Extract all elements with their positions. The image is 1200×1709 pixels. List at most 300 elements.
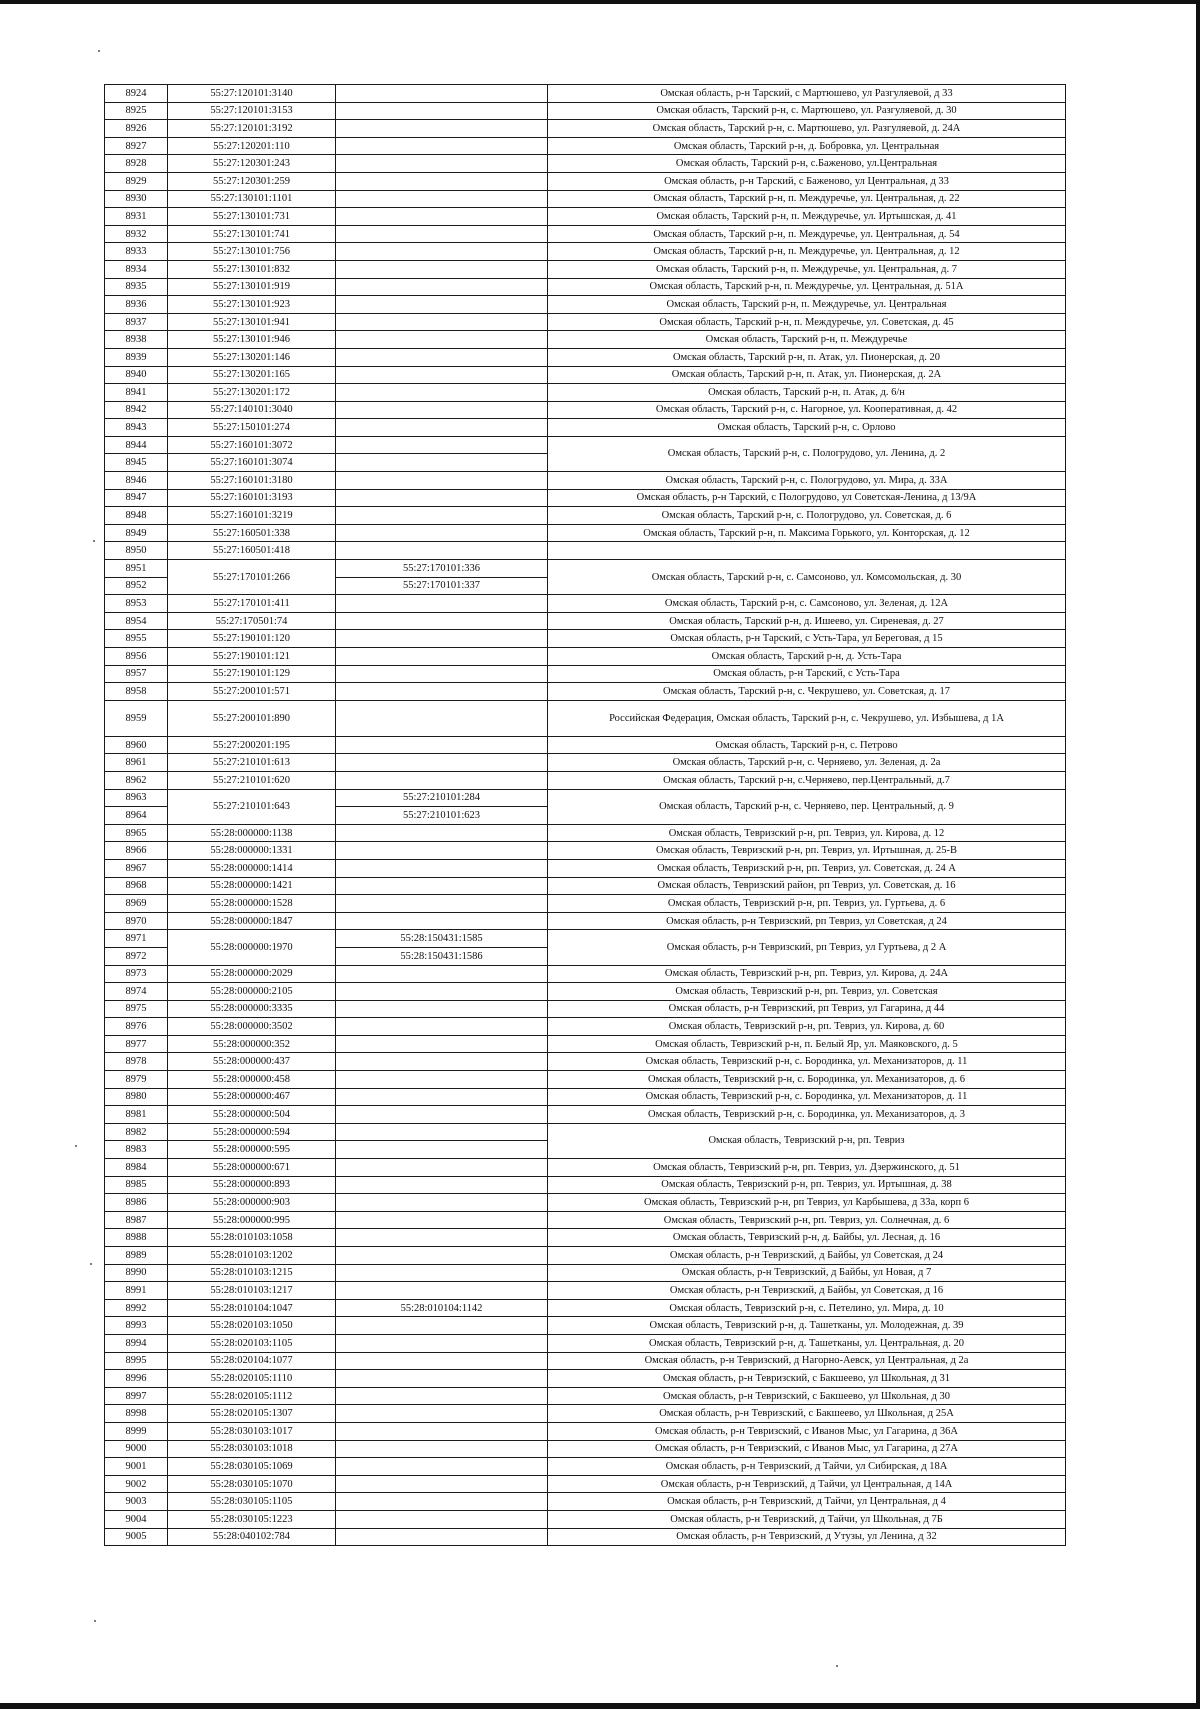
cadastral-number: 55:27:210101:620: [168, 771, 336, 789]
object-address: Омская область, Тарский р-н, с. Петрово: [548, 736, 1066, 754]
object-address: Омская область, Тевризский р-н, рп. Тевриз, ул. Кирова, д. 24А: [548, 965, 1066, 983]
table-row: [105, 859, 1066, 877]
cadastral-number: 55:28:020104:1077: [168, 1352, 336, 1370]
object-address: Омская область, Тарский р-н, с. Пологрудово, ул. Мира, д. 33А: [548, 472, 1066, 490]
table-row: [105, 1088, 1066, 1106]
table-row: [105, 102, 1066, 120]
row-number: 8978: [105, 1053, 168, 1071]
table-row: [105, 243, 1066, 261]
cadastral-number: 55:27:160101:3072: [168, 436, 336, 454]
row-number: 8997: [105, 1387, 168, 1405]
cadastral-number: 55:27:150101:274: [168, 419, 336, 437]
row-number: 8930: [105, 190, 168, 208]
included-cadastral-number: [336, 1247, 548, 1265]
included-cadastral-number: [336, 1035, 548, 1053]
object-address: Омская область, Тевризский р-н, д. Байбы, ул. Лесная, д. 16: [548, 1229, 1066, 1247]
cadastral-number: 55:27:160101:3193: [168, 489, 336, 507]
object-address: Омская область, Тевризский р-н, п. Белый Яр, ул. Маяковского, д. 5: [548, 1035, 1066, 1053]
table-row: [105, 1528, 1066, 1546]
cadastral-number: 55:28:010103:1058: [168, 1229, 336, 1247]
table-row: [105, 331, 1066, 349]
row-number: 8953: [105, 595, 168, 613]
cadastral-number: 55:28:000000:467: [168, 1088, 336, 1106]
included-cadastral-number: [336, 1176, 548, 1194]
row-number: 8985: [105, 1176, 168, 1194]
table-row: [105, 137, 1066, 155]
table-row: [105, 648, 1066, 666]
cadastral-number: 55:27:160501:418: [168, 542, 336, 560]
row-number: 8940: [105, 366, 168, 384]
included-cadastral-number: [336, 260, 548, 278]
included-cadastral-number: [336, 965, 548, 983]
object-address: Омская область, Тарский р-н, с.Баженово, ул.Центральная: [548, 155, 1066, 173]
included-cadastral-number: 55:28:010104:1142: [336, 1299, 548, 1317]
cadastral-number: 55:27:120101:3153: [168, 102, 336, 120]
included-cadastral-number: [336, 1264, 548, 1282]
cadastral-number: 55:28:020103:1050: [168, 1317, 336, 1335]
cadastral-number: 55:28:030105:1070: [168, 1475, 336, 1493]
cadastral-number: 55:27:200101:571: [168, 683, 336, 701]
cadastral-number: 55:27:170101:266: [168, 560, 336, 595]
table-row: [105, 1352, 1066, 1370]
included-cadastral-number: [336, 1440, 548, 1458]
row-number: 8958: [105, 683, 168, 701]
object-address: Омская область, Тарский р-н, с. Самсоново, ул. Комсомольская, д. 30: [548, 560, 1066, 595]
object-address: Омская область, Тарский р-н, д. Усть-Тара: [548, 648, 1066, 666]
cadastral-number: 55:27:120201:110: [168, 137, 336, 155]
included-cadastral-number: [336, 859, 548, 877]
table-row: [105, 278, 1066, 296]
included-cadastral-number: [336, 824, 548, 842]
included-cadastral-number: [336, 155, 548, 173]
included-cadastral-number: [336, 983, 548, 1001]
included-cadastral-number: [336, 648, 548, 666]
row-number: 8946: [105, 472, 168, 490]
cadastral-number: 55:27:200101:890: [168, 700, 336, 736]
table-row: [105, 384, 1066, 402]
object-address: Омская область, Тевризский р-н, д. Ташетканы, ул. Центральная, д. 20: [548, 1334, 1066, 1352]
table-row: [105, 348, 1066, 366]
row-number: 8947: [105, 489, 168, 507]
object-address: Омская область, р-н Тевризский, с Иванов Мыс, ул Гагарина, д 27А: [548, 1440, 1066, 1458]
row-number: 8954: [105, 612, 168, 630]
cadastral-number: 55:27:120101:3192: [168, 120, 336, 138]
cadastral-number: 55:28:000000:995: [168, 1211, 336, 1229]
row-number: 8968: [105, 877, 168, 895]
object-address: Омская область, р-н Тевризский, д Тайчи, ул Центральная, д 14А: [548, 1475, 1066, 1493]
table-row: [105, 1106, 1066, 1124]
included-cadastral-number: [336, 736, 548, 754]
table-row: [105, 736, 1066, 754]
row-number: 9004: [105, 1510, 168, 1528]
object-address: Омская область, р-н Тарский, с Баженово, ул Центральная, д 33: [548, 172, 1066, 190]
row-number: 8967: [105, 859, 168, 877]
object-address: Омская область, р-н Тевризский, рп Тевриз, ул Гагарина, д 44: [548, 1000, 1066, 1018]
object-address: Омская область, Тарский р-н, с.Черняево, пер.Центральный, д.7: [548, 771, 1066, 789]
table-row: [105, 1159, 1066, 1177]
cadastral-number: 55:28:020105:1110: [168, 1370, 336, 1388]
included-cadastral-number: [336, 1071, 548, 1089]
row-number: 8962: [105, 771, 168, 789]
cadastral-number: 55:28:000000:595: [168, 1141, 336, 1159]
table-row: [105, 683, 1066, 701]
included-cadastral-number: [336, 1458, 548, 1476]
row-number: 8999: [105, 1422, 168, 1440]
table-row: [105, 842, 1066, 860]
row-number: 8936: [105, 296, 168, 314]
scan-speck: [836, 1665, 838, 1667]
object-address: Омская область, р-н Тевризский, с Бакшеево, ул Школьная, д 31: [548, 1370, 1066, 1388]
object-address: Омская область, Тарский р-н, п. Междуречье, ул. Иртышская, д. 41: [548, 208, 1066, 226]
included-cadastral-number: [336, 542, 548, 560]
object-address: Омская область, Тевризский р-н, с. Петелино, ул. Мира, д. 10: [548, 1299, 1066, 1317]
object-address: Омская область, Тарский р-н, п. Междуречье, ул. Советская, д. 45: [548, 313, 1066, 331]
cadastral-number: 55:27:130201:146: [168, 348, 336, 366]
object-address: Омская область, Тарский р-н, с. Орлово: [548, 419, 1066, 437]
table-row: [105, 1035, 1066, 1053]
table-row: [105, 366, 1066, 384]
object-address: Омская область, Тарский р-н, с. Нагорное, ул. Кооперативная, д. 42: [548, 401, 1066, 419]
row-number: 9001: [105, 1458, 168, 1476]
object-address: Омская область, Тарский р-н, д. Бобровка, ул. Центральная: [548, 137, 1066, 155]
cadastral-number: 55:27:210101:643: [168, 789, 336, 824]
row-number: 8980: [105, 1088, 168, 1106]
object-address: Омская область, Тарский р-н, д. Ишеево, ул. Сиреневая, д. 27: [548, 612, 1066, 630]
row-number: 8966: [105, 842, 168, 860]
table-row: [105, 754, 1066, 772]
included-cadastral-number: 55:27:210101:623: [336, 807, 548, 825]
cadastral-number: 55:28:020103:1105: [168, 1334, 336, 1352]
row-number: 8984: [105, 1159, 168, 1177]
object-address: Омская область, Тарский р-н, п. Междуречье, ул. Центральная, д. 22: [548, 190, 1066, 208]
included-cadastral-number: [336, 1123, 548, 1141]
included-cadastral-number: [336, 331, 548, 349]
row-number: 8998: [105, 1405, 168, 1423]
cadastral-number: 55:28:000000:437: [168, 1053, 336, 1071]
table-row: [105, 595, 1066, 613]
included-cadastral-number: [336, 1334, 548, 1352]
cadastral-number: 55:27:200201:195: [168, 736, 336, 754]
cadastral-number: 55:28:000000:1138: [168, 824, 336, 842]
row-number: 8951: [105, 560, 168, 578]
included-cadastral-number: [336, 1370, 548, 1388]
object-address: Омская область, Тевризский район, рп Тевриз, ул. Советская, д. 16: [548, 877, 1066, 895]
included-cadastral-number: [336, 1422, 548, 1440]
object-address: Омская область, Тевризский р-н, с. Бородинка, ул. Механизаторов, д. 3: [548, 1106, 1066, 1124]
row-number: 8945: [105, 454, 168, 472]
row-number: 8976: [105, 1018, 168, 1036]
object-address: Омская область, р-н Тевризский, д Тайчи, ул Центральная, д 4: [548, 1493, 1066, 1511]
table-row: [105, 1387, 1066, 1405]
row-number: 8938: [105, 331, 168, 349]
object-address: Омская область, Тевризский р-н, с. Бородинка, ул. Механизаторов, д. 11: [548, 1088, 1066, 1106]
table-row: [105, 1071, 1066, 1089]
included-cadastral-number: 55:27:170101:336: [336, 560, 548, 578]
table-row: [105, 665, 1066, 683]
object-address: Омская область, Тевризский р-н, с. Бородинка, ул. Механизаторов, д. 6: [548, 1071, 1066, 1089]
table-row: [105, 419, 1066, 437]
object-address: Омская область, р-н Тарский, с Усть-Тара, ул Береговая, д 15: [548, 630, 1066, 648]
row-number: 8926: [105, 120, 168, 138]
table-row: [105, 472, 1066, 490]
object-address: Омская область, Тевризский р-н, рп. Тевриз, ул. Советская, д. 24 А: [548, 859, 1066, 877]
table-row: [105, 930, 1066, 948]
table-row: [105, 313, 1066, 331]
included-cadastral-number: [336, 313, 548, 331]
object-address: Омская область, Тевризский р-н, д. Ташетканы, ул. Молодежная, д. 39: [548, 1317, 1066, 1335]
table-row: [105, 789, 1066, 807]
cadastral-number: 55:27:130101:941: [168, 313, 336, 331]
included-cadastral-number: [336, 190, 548, 208]
scan-speck: [94, 1620, 96, 1622]
included-cadastral-number: [336, 243, 548, 261]
included-cadastral-number: [336, 348, 548, 366]
row-number: 8992: [105, 1299, 168, 1317]
included-cadastral-number: [336, 842, 548, 860]
included-cadastral-number: [336, 683, 548, 701]
table-row: [105, 1053, 1066, 1071]
row-number: 8994: [105, 1334, 168, 1352]
row-number: 8983: [105, 1141, 168, 1159]
table-row: [105, 700, 1066, 736]
table-row: [105, 612, 1066, 630]
object-address: Омская область, р-н Тевризский, д Тайчи, ул Сибирская, д 18А: [548, 1458, 1066, 1476]
cadastral-number: 55:27:130101:946: [168, 331, 336, 349]
table-row: [105, 1317, 1066, 1335]
cadastral-number: 55:28:000000:1970: [168, 930, 336, 965]
row-number: 8955: [105, 630, 168, 648]
row-number: 8935: [105, 278, 168, 296]
row-number: 8943: [105, 419, 168, 437]
included-cadastral-number: [336, 102, 548, 120]
object-address: Омская область, Тарский р-н, п. Атак, д. 6/н: [548, 384, 1066, 402]
included-cadastral-number: [336, 524, 548, 542]
cadastral-number: 55:27:130201:172: [168, 384, 336, 402]
object-address: Омская область, Тевризский р-н, рп. Тевриз, ул. Кирова, д. 60: [548, 1018, 1066, 1036]
object-address: Омская область, р-н Тевризский, д Байбы, ул Советская, д 16: [548, 1282, 1066, 1300]
object-address: Омская область, р-н Тевризский, с Бакшеево, ул Школьная, д 25А: [548, 1405, 1066, 1423]
row-number: 8961: [105, 754, 168, 772]
cadastral-number: 55:27:160101:3074: [168, 454, 336, 472]
object-address: Омская область, р-н Тарский, с Усть-Тара: [548, 665, 1066, 683]
row-number: 8949: [105, 524, 168, 542]
cadastral-number: 55:28:010103:1217: [168, 1282, 336, 1300]
included-cadastral-number: [336, 1475, 548, 1493]
table-row: [105, 895, 1066, 913]
object-address: Омская область, Тарский р-н, с. Мартюшево, ул. Разгуляевой, д. 30: [548, 102, 1066, 120]
table-row: [105, 1264, 1066, 1282]
included-cadastral-number: [336, 384, 548, 402]
included-cadastral-number: [336, 472, 548, 490]
row-number: 8950: [105, 542, 168, 560]
object-address: Омская область, Тарский р-н, с. Чекрушево, ул. Советская, д. 17: [548, 683, 1066, 701]
table-row: [105, 1229, 1066, 1247]
cadastral-registry-table: [104, 84, 1066, 1546]
table-row: [105, 1000, 1066, 1018]
cadastral-number: 55:27:130201:165: [168, 366, 336, 384]
row-number: 8925: [105, 102, 168, 120]
row-number: 8972: [105, 947, 168, 965]
table-row: [105, 190, 1066, 208]
cadastral-number: 55:27:190101:129: [168, 665, 336, 683]
included-cadastral-number: [336, 137, 548, 155]
table-row: [105, 824, 1066, 842]
object-address: Омская область, Тевризский р-н, рп. Тевриз, ул. Гуртьева, д. 6: [548, 895, 1066, 913]
cadastral-number: 55:28:000000:1414: [168, 859, 336, 877]
cadastral-number: 55:28:000000:458: [168, 1071, 336, 1089]
table-row: [105, 771, 1066, 789]
included-cadastral-number: [336, 436, 548, 454]
object-address: Омская область, Тевризский р-н, рп. Тевриз, ул. Кирова, д. 12: [548, 824, 1066, 842]
table-row: [105, 1194, 1066, 1212]
table-row: [105, 85, 1066, 103]
included-cadastral-number: [336, 1229, 548, 1247]
row-number: 8990: [105, 1264, 168, 1282]
cadastral-number: 55:28:000000:671: [168, 1159, 336, 1177]
cadastral-number: 55:28:020105:1307: [168, 1405, 336, 1423]
table-row: [105, 1176, 1066, 1194]
row-number: 8939: [105, 348, 168, 366]
table-row: [105, 1370, 1066, 1388]
included-cadastral-number: [336, 1282, 548, 1300]
object-address: Омская область, Тарский р-н, с. Черняево, пер. Центральный, д. 9: [548, 789, 1066, 824]
table-row: [105, 172, 1066, 190]
included-cadastral-number: [336, 1352, 548, 1370]
table-row: [105, 225, 1066, 243]
cadastral-number: 55:28:030103:1018: [168, 1440, 336, 1458]
row-number: 8964: [105, 807, 168, 825]
row-number: 8977: [105, 1035, 168, 1053]
object-address: [548, 542, 1066, 560]
included-cadastral-number: [336, 208, 548, 226]
object-address: Омская область, Тевризский р-н, рп Тевриз, ул Карбышева, д 33а, корп 6: [548, 1194, 1066, 1212]
cadastral-number: 55:28:000000:2105: [168, 983, 336, 1001]
object-address: Омская область, р-н Тевризский, д Нагорно-Аевск, ул Центральная, д 2а: [548, 1352, 1066, 1370]
cadastral-number: 55:28:000000:504: [168, 1106, 336, 1124]
table-row: [105, 542, 1066, 560]
included-cadastral-number: [336, 225, 548, 243]
included-cadastral-number: 55:27:170101:337: [336, 577, 548, 595]
included-cadastral-number: [336, 85, 548, 103]
included-cadastral-number: [336, 1159, 548, 1177]
row-number: 8988: [105, 1229, 168, 1247]
included-cadastral-number: [336, 366, 548, 384]
included-cadastral-number: 55:28:150431:1586: [336, 947, 548, 965]
row-number: 8982: [105, 1123, 168, 1141]
table-row: [105, 1493, 1066, 1511]
included-cadastral-number: [336, 1387, 548, 1405]
row-number: 8979: [105, 1071, 168, 1089]
table-row: [105, 120, 1066, 138]
object-address: Омская область, Тевризский р-н, рп. Тевриз, ул. Иртышная, д. 38: [548, 1176, 1066, 1194]
cadastral-number: 55:27:130101:756: [168, 243, 336, 261]
cadastral-number: 55:28:000000:3502: [168, 1018, 336, 1036]
row-number: 9002: [105, 1475, 168, 1493]
object-address: Омская область, Тарский р-н, с. Мартюшево, ул. Разгуляевой, д. 24А: [548, 120, 1066, 138]
table-row: [105, 155, 1066, 173]
table-row: [105, 296, 1066, 314]
object-address: Омская область, Тарский р-н, п. Атак, ул. Пионерская, д. 2А: [548, 366, 1066, 384]
included-cadastral-number: [336, 1088, 548, 1106]
table-row: [105, 1458, 1066, 1476]
included-cadastral-number: 55:27:210101:284: [336, 789, 548, 807]
cadastral-number: 55:27:130101:919: [168, 278, 336, 296]
included-cadastral-number: [336, 489, 548, 507]
registry-table-body: [105, 85, 1066, 1546]
object-address: Омская область, Тарский р-н, с. Пологрудово, ул. Советская, д. 6: [548, 507, 1066, 525]
row-number: 8971: [105, 930, 168, 948]
table-row: [105, 1475, 1066, 1493]
row-number: 8948: [105, 507, 168, 525]
object-address: Омская область, Тарский р-н, с. Черняево, ул. Зеленая, д. 2а: [548, 754, 1066, 772]
table-row: [105, 1211, 1066, 1229]
cadastral-number: 55:27:130101:741: [168, 225, 336, 243]
row-number: 8995: [105, 1352, 168, 1370]
row-number: 8932: [105, 225, 168, 243]
object-address: Омская область, Тевризский р-н, рп. Тевриз, ул. Солнечная, д. 6: [548, 1211, 1066, 1229]
included-cadastral-number: [336, 877, 548, 895]
cadastral-number: 55:28:000000:352: [168, 1035, 336, 1053]
row-number: 8937: [105, 313, 168, 331]
row-number: 8931: [105, 208, 168, 226]
row-number: 8993: [105, 1317, 168, 1335]
table-row: [105, 877, 1066, 895]
cadastral-number: 55:28:000000:903: [168, 1194, 336, 1212]
object-address: Омская область, Тарский р-н, п. Атак, ул. Пионерская, д. 20: [548, 348, 1066, 366]
cadastral-number: 55:28:020105:1112: [168, 1387, 336, 1405]
row-number: 8969: [105, 895, 168, 913]
row-number: 8981: [105, 1106, 168, 1124]
object-address: Омская область, Тарский р-н, п. Междуречье, ул. Центральная, д. 51А: [548, 278, 1066, 296]
row-number: 8991: [105, 1282, 168, 1300]
row-number: 9003: [105, 1493, 168, 1511]
cadastral-number: 55:27:210101:613: [168, 754, 336, 772]
table-row: [105, 1282, 1066, 1300]
object-address: Омская область, р-н Тарский, с Мартюшево, ул Разгуляевой, д 33: [548, 85, 1066, 103]
included-cadastral-number: [336, 1528, 548, 1546]
object-address: Омская область, р-н Тарский, с Пологрудово, ул Советская-Ленина, д 13/9А: [548, 489, 1066, 507]
included-cadastral-number: [336, 1194, 548, 1212]
included-cadastral-number: [336, 1053, 548, 1071]
row-number: 8933: [105, 243, 168, 261]
cadastral-number: 55:28:030105:1223: [168, 1510, 336, 1528]
cadastral-number: 55:27:170101:411: [168, 595, 336, 613]
included-cadastral-number: [336, 1141, 548, 1159]
cadastral-number: 55:28:000000:1331: [168, 842, 336, 860]
included-cadastral-number: [336, 1317, 548, 1335]
cadastral-number: 55:28:000000:594: [168, 1123, 336, 1141]
included-cadastral-number: [336, 296, 548, 314]
row-number: 8944: [105, 436, 168, 454]
included-cadastral-number: [336, 1000, 548, 1018]
object-address: Омская область, р-н Тевризский, с Бакшеево, ул Школьная, д 30: [548, 1387, 1066, 1405]
object-address: Омская область, Тевризский р-н, рп. Тевриз: [548, 1123, 1066, 1158]
object-address: Омская область, Тарский р-н, с. Пологрудово, ул. Ленина, д. 2: [548, 436, 1066, 471]
object-address: Российская Федерация, Омская область, Тарский р-н, с. Чекрушево, ул. Избышева, д 1А: [548, 700, 1066, 736]
object-address: Омская область, р-н Тевризский, рп Тевриз, ул Гуртьева, д 2 А: [548, 930, 1066, 965]
cadastral-number: 55:28:000000:1528: [168, 895, 336, 913]
cadastral-number: 55:27:130101:731: [168, 208, 336, 226]
included-cadastral-number: [336, 771, 548, 789]
cadastral-number: 55:28:000000:2029: [168, 965, 336, 983]
included-cadastral-number: [336, 595, 548, 613]
included-cadastral-number: [336, 419, 548, 437]
row-number: 8957: [105, 665, 168, 683]
cadastral-number: 55:28:030105:1105: [168, 1493, 336, 1511]
row-number: 8974: [105, 983, 168, 1001]
included-cadastral-number: [336, 895, 548, 913]
object-address: Омская область, р-н Тевризский, рп Тевриз, ул Советская, д 24: [548, 912, 1066, 930]
